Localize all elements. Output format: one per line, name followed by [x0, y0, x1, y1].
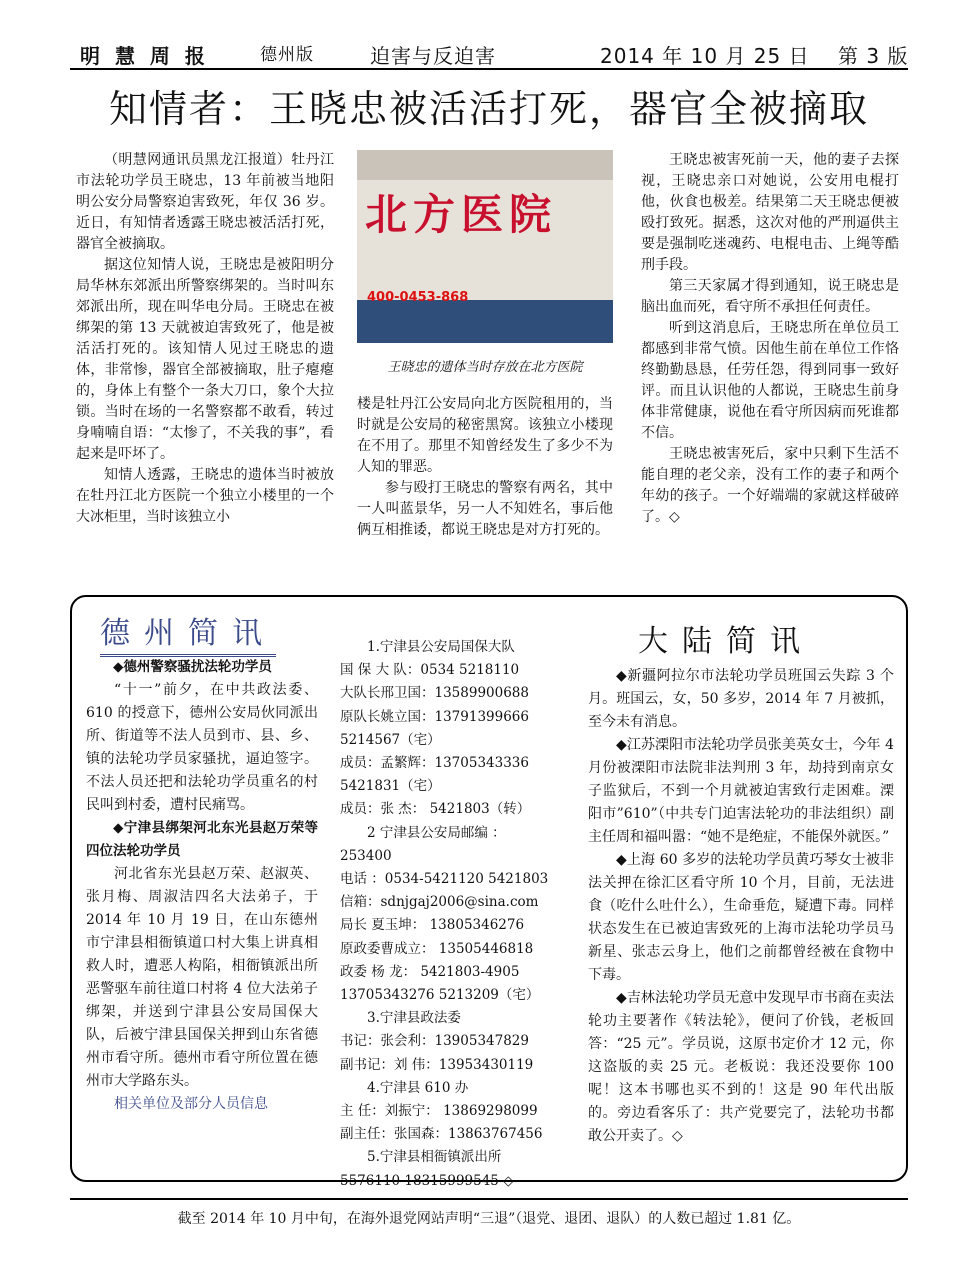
- contact-line: 5214567（宅）: [340, 731, 441, 748]
- contact-line: 5.宁津县相衙镇派出所: [367, 1149, 502, 1166]
- contact-line: 5576110 18315999545 ◇: [340, 1172, 514, 1189]
- contact-line: 信箱：sdnjgaj2006@sina.com: [340, 894, 539, 911]
- hospital-photo: [357, 150, 613, 343]
- headline: 知情者：王晓忠被活活打死，器官全被摘取: [108, 87, 869, 131]
- contact-line: 4.宁津县 610 办: [367, 1079, 469, 1096]
- contact-line: 成员：孟繁辉：13705343336: [340, 755, 529, 772]
- contact-line: 原队长姚立国：13791399666: [340, 708, 529, 725]
- mainland-brief-column: [588, 665, 894, 1148]
- contact-line: 253400: [340, 847, 392, 864]
- paragraph: （明慧网通讯员黑龙江报道）牡丹江市法轮功学员王晓忠，13 年前被当地阳明公安分局警察迫害致死，年仅 36 岁。近日，有知情者透露王晓忠被活活打死，器官全被摘取。: [76, 152, 334, 252]
- article-middle-column: [357, 394, 613, 541]
- date: 2014 年 10 月 25 日: [600, 44, 810, 68]
- page-number: 第 3 版: [838, 44, 909, 68]
- article-right-column: [641, 150, 899, 528]
- footer-rule: [70, 1198, 908, 1200]
- paragraph: 王晓忠被害死前一天，他的妻子去探视，王晓忠亲口对她说，公安用电棍打他，伙食也极差。结果第二天王晓忠便被殴打致死。据悉，这次对他的严刑逼供主要是强制吃迷魂药、电棍电击、上绳等酷刑手段。: [641, 152, 899, 273]
- contact-list: [340, 636, 558, 1193]
- page-header: [70, 40, 908, 68]
- footer-statement: 截至 2014 年 10 月中旬，在海外退党网站声明“三退”（退党、退团、退队）的人数已超过 1.81 亿。: [177, 1211, 801, 1227]
- dezhou-brief-title: 德州简讯: [100, 608, 276, 657]
- header-rule: [70, 68, 908, 70]
- hospital-phone: 400-0453-868: [367, 290, 469, 305]
- brief-text: “十一”前夕，在中共政法委、610 的授意下，德州公安局伙同派出所、街道等不法人员到市、县、乡、镇的法轮功学员家骚扰，逼迫签字。不法人员还把和法轮功学员重名的村民叫到村委，遭村民痛骂。: [86, 682, 318, 813]
- contact-line: 政委 杨 龙： 5421803-4905: [340, 963, 520, 980]
- brief-heading: ◆德州警察骚扰法轮功学员: [113, 659, 272, 675]
- contact-line: 成员：张 杰： 5421803（转）: [340, 801, 531, 818]
- contact-line: 13705343276 5213209（宅）: [340, 987, 540, 1004]
- photo-caption: 王晓忠的遗体当时存放在北方医院: [387, 360, 583, 375]
- contact-line: 局长 夏玉坤： 13805346276: [340, 917, 525, 934]
- paragraph: 参与殴打王晓忠的警察有两名，其中一人叫蓝景华，另一人不知姓名，事后他俩互相推诿，都说王晓忠是对方打死的。: [357, 480, 613, 538]
- paragraph: 知情人透露，王晓忠的遗体当时被放在牡丹江北方医院一个独立小楼里的一个大冰柜里，当时该独立小: [76, 467, 334, 525]
- edition: 德州版: [260, 45, 314, 65]
- brief-item: ◆江苏溧阳市法轮功学员张美英女士，今年 4 月份被溧阳市法院非法判刑 3 年，劫持到南京女子监狱后，不到一个月就被迫害致行走困难。溧阳市”610”（中共专门迫害法轮功的非法组织）副主任周和福叫嚣：“她不是绝症，不能保外就医。”: [588, 737, 894, 845]
- paper-name: 明 慧 周 报: [80, 44, 209, 68]
- brief-heading: ◆宁津县绑架河北东光县赵万荣等四位法轮功学员: [86, 820, 318, 859]
- section: 迫害与反迫害: [370, 44, 496, 68]
- contact-line: 副主任：张国森：13863767456: [340, 1126, 543, 1143]
- hospital-sign: 北方医院: [365, 190, 558, 239]
- dezhou-brief-column: [86, 656, 318, 1116]
- article-left-column: [76, 150, 334, 528]
- mainland-brief-title: 大陆简讯: [638, 624, 814, 659]
- paragraph: 王晓忠被害死后，家中只剩下生活不能自理的老父亲，没有工作的妻子和两个年幼的孩子。一个好端端的家就这样破碎了。◇: [641, 446, 899, 525]
- contact-line: 主 任：刘振宁： 13869298099: [340, 1103, 538, 1120]
- brief-item: ◆上海 60 多岁的法轮功学员黄巧琴女士被非法关押在徐汇区看守所 10 个月，目前，无法进食（吃什么吐什么），生命垂危，疑遭下毒。同样状态发生在已被迫害致死的上海市法轮功学员马新星、张志云身上，他们之前都曾经被在食物中下毒。: [588, 852, 894, 983]
- contact-line: 3.宁津县政法委: [367, 1010, 461, 1027]
- brief-item: ◆吉林法轮功学员无意中发现早市书商在卖法轮功主要著作《转法轮》，便问了价钱，老板回答：“25 元”。学员说，这原书定价才 12 元，你这盗版的卖 25 元。老板说：我还没要你 100 呢！这本书哪也买不到的！这是 90 年代出版的。旁边看客乐了：共产党要完了，法轮功书都敢公开卖了。◇: [588, 990, 894, 1144]
- brief-item: ◆新疆阿拉尔市法轮功学员班国云失踪 3 个月。班国云，女，50 多岁，2014 年 7 月被抓，至今未有消息。: [588, 668, 894, 730]
- paragraph: 据这位知情人说，王晓忠是被阳明分局华林东郊派出所警察绑架的。当时叫东郊派出所，现在叫华电分局。王晓忠在被绑架的第 13 天就被迫害致死了，他是被活活打死的。该知情人见过王晓忠的遗体，非常惨，器官全部被摘取，肚子瘪瘪的，身体上有整个一条大刀口，象个大拉锁。当时在场的一名警察都不敢看，转过身喃喃自语：“太惨了，不关我的事”，看起来是吓坏了。: [76, 257, 334, 462]
- related-info-link: 相关单位及部分人员信息: [114, 1096, 268, 1112]
- contact-line: 2 宁津县公安局邮编 ：: [367, 824, 506, 841]
- contact-line: 电话 ：0534-5421120 5421803: [340, 871, 549, 888]
- brief-text: 河北省东光县赵万荣、赵淑英、张月梅、周淑洁四名大法弟子，于 2014 年 10 月 19 日，在山东德州市宁津县相衙镇道口村大集上讲真相救人时，遭恶人构陷，相衙镇派出所恶警驱车前往道口村将 4 位大法弟子绑架，并送到宁津县公安局国保大队，后被宁津县国保关押到山东省德州市看守所。德州市看守所位置在德州市大学路东头。: [86, 866, 318, 1089]
- contact-line: 1.宁津县公安局国保大队: [367, 639, 515, 655]
- contact-line: 副书记：刘 伟：13953430119: [340, 1056, 534, 1073]
- contact-line: 书记：张会利：13905347829: [340, 1033, 529, 1050]
- paragraph: 楼是牡丹江公安局向北方医院租用的，当时就是公安局的秘密黑窝。该独立小楼现在不用了。那里不知曾经发生了多少不为人知的罪恶。: [357, 396, 613, 475]
- contact-line: 原政委曹成立： 13505446818: [340, 940, 534, 957]
- contact-line: 大队长邢卫国：13589900688: [340, 685, 529, 702]
- contact-line: 5421831（宅）: [340, 778, 441, 795]
- contact-line: 国 保 大 队：0534 5218110: [340, 662, 520, 679]
- paragraph: 第三天家属才得到通知，说王晓忠是脑出血而死，看守所不承担任何责任。: [641, 278, 899, 315]
- paragraph: 听到这消息后，王晓忠所在单位员工都感到非常气愤。因他生前在单位工作恪终勤勤恳恳，任劳任怨，得到同事一致好评。而且认识他的人都说，王晓忠生前身体非常健康，说他在看守所因病而死谁都不信。: [641, 320, 899, 441]
